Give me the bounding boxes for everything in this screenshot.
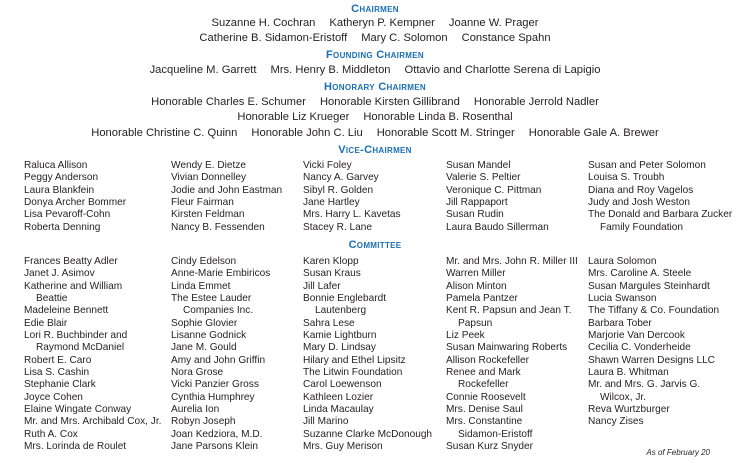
member-name: Jill Lafer bbox=[303, 280, 341, 292]
member-name: Jill Rappaport bbox=[446, 197, 508, 209]
member-name: Shawn Warren Designs LLC bbox=[588, 354, 715, 366]
member-name: The Tiffany & Co. Foundation bbox=[588, 305, 720, 317]
member-name: Louisa S. Troubh bbox=[588, 172, 665, 184]
member-name: The Donald and Barbara Zucker bbox=[588, 209, 733, 221]
member-name-continuation: Raymond McDaniel bbox=[36, 342, 125, 354]
member-name: Vicki Panzier Gross bbox=[171, 379, 259, 391]
honoree-name: Honorable John C. Liu bbox=[251, 127, 363, 139]
member-name: Peggy Anderson bbox=[24, 172, 99, 184]
member-name: Jill Marino bbox=[303, 416, 349, 428]
chairmen-line-1 bbox=[0, 16, 750, 30]
member-name: Edie Blair bbox=[24, 317, 68, 329]
honoree-name: Honorable Liz Krueger bbox=[237, 111, 350, 123]
member-name-continuation: Companies Inc. bbox=[183, 305, 254, 317]
member-name: Laura Solomon bbox=[588, 256, 657, 267]
member-name: Susan and Peter Solomon bbox=[588, 160, 706, 171]
founding-chairmen-heading: Founding Chairmen bbox=[326, 49, 424, 61]
honorary-chairmen-heading: Honorary Chairmen bbox=[324, 81, 426, 93]
honorary-chairmen-line-3 bbox=[0, 126, 750, 140]
honoree-name: Mary C. Solomon bbox=[361, 32, 448, 44]
honoree-name: Mrs. Henry B. Middleton bbox=[270, 64, 391, 76]
member-name: Sophie Glovier bbox=[171, 317, 238, 329]
member-name: Nancy B. Fessenden bbox=[171, 221, 265, 233]
vice-chairmen-column-2 bbox=[171, 160, 282, 234]
member-name-continuation: Lautenberg bbox=[315, 305, 367, 317]
member-name: Katherine and William bbox=[24, 280, 123, 292]
member-name: Jane Parsons Klein bbox=[171, 441, 258, 453]
honorary-chairmen-line-2 bbox=[0, 110, 750, 124]
as-of-date-note: As of February 20 bbox=[646, 448, 710, 457]
member-name: Alison Minton bbox=[446, 280, 507, 292]
honoree-name: Honorable Charles E. Schumer bbox=[151, 96, 306, 108]
member-name: Roberta Denning bbox=[24, 221, 101, 233]
member-name: Renee and Mark bbox=[446, 367, 521, 379]
member-name: Hilary and Ethel Lipsitz bbox=[303, 354, 406, 366]
member-name: Kent R. Papsun and Jean T. bbox=[446, 305, 572, 317]
member-name: The Litwin Foundation bbox=[303, 367, 403, 379]
member-name: Allison Rockefeller bbox=[446, 354, 530, 366]
honoree-name: Honorable Jerrold Nadler bbox=[473, 96, 599, 108]
vice-chairmen-heading: Vice-Chairmen bbox=[338, 144, 412, 156]
member-name: Jane M. Gould bbox=[171, 342, 237, 354]
member-name: Anne-Marie Embiricos bbox=[171, 268, 271, 280]
member-name: Suzanne Clarke McDonough bbox=[303, 428, 433, 440]
honoree-name: Joanne W. Prager bbox=[448, 17, 539, 29]
honoree-name: Jacqueline M. Garrett bbox=[149, 64, 257, 76]
member-name: Diana and Roy Vagelos bbox=[588, 184, 694, 196]
honoree-name: Honorable Gale A. Brewer bbox=[528, 127, 659, 139]
member-name: Reva Wurtzburger bbox=[588, 404, 670, 416]
vice-chairmen-column-4 bbox=[446, 160, 549, 234]
member-name-continuation: Rockefeller bbox=[458, 379, 509, 391]
member-name: Laura B. Whitman bbox=[588, 367, 669, 379]
honoree-name: Constance Spahn bbox=[461, 32, 551, 44]
honoree-name: Honorable Scott M. Stringer bbox=[376, 127, 515, 139]
member-name: Susan Kurz Snyder bbox=[446, 441, 533, 453]
member-name: Susan Mandel bbox=[446, 160, 511, 171]
member-name: Stacey R. Lane bbox=[303, 221, 373, 233]
vice-chairmen-column-1 bbox=[24, 160, 126, 234]
member-name: Elaine Wingate Conway bbox=[24, 404, 132, 416]
chairmen-heading: Chairmen bbox=[351, 3, 399, 15]
member-name: Robert E. Caro bbox=[24, 354, 92, 366]
member-name: Lisanne Godnick bbox=[171, 330, 247, 342]
member-name: Mrs. Denise Saul bbox=[446, 404, 523, 416]
honoree-name: Honorable Linda B. Rosenthal bbox=[363, 111, 513, 123]
member-name: Bonnie Englebardt bbox=[303, 293, 387, 305]
committee-heading: Committee bbox=[348, 239, 402, 251]
member-name: Valerie S. Peltier bbox=[446, 172, 521, 184]
member-name: Susan Mainwaring Roberts bbox=[446, 342, 568, 354]
member-name: Mrs. Guy Merison bbox=[303, 441, 383, 453]
committee-column-3 bbox=[303, 256, 432, 454]
honoree-name: Honorable Kirsten Gillibrand bbox=[319, 96, 460, 108]
member-name: Carol Loewenson bbox=[303, 379, 382, 391]
member-name: Madeleine Bennett bbox=[24, 305, 109, 317]
member-name: Lucia Swanson bbox=[588, 293, 657, 305]
member-name-continuation: Beattie bbox=[36, 293, 68, 305]
member-name: Mr. and Mrs. Archibald Cox, Jr. bbox=[24, 416, 162, 428]
member-name: Mr. and Mrs. John R. Miller III bbox=[446, 256, 578, 267]
member-name: Kirsten Feldman bbox=[171, 209, 245, 221]
member-name: Pamela Pantzer bbox=[446, 293, 518, 305]
committee-column-4 bbox=[446, 256, 578, 454]
member-name: Susan Margules Steinhardt bbox=[588, 280, 710, 292]
member-name: Judy and Josh Weston bbox=[588, 197, 690, 209]
member-name: Cecilia C. Vonderheide bbox=[588, 342, 691, 354]
honoree-name: Suzanne H. Cochran bbox=[211, 17, 316, 29]
member-name: Frances Beatty Adler bbox=[24, 256, 118, 267]
member-name: Joyce Cohen bbox=[24, 391, 83, 403]
member-name: Laura Blankfein bbox=[24, 184, 95, 196]
member-name: Mr. and Mrs. G. Jarvis G. bbox=[588, 379, 701, 391]
vice-chairmen-column-5 bbox=[588, 160, 732, 234]
committee-column-2 bbox=[171, 256, 270, 454]
member-name: Robyn Joseph bbox=[171, 416, 236, 428]
member-name: Barbara Tober bbox=[588, 317, 652, 329]
member-name: Laura Baudo Sillerman bbox=[446, 221, 549, 233]
member-name: Ruth A. Cox bbox=[24, 428, 78, 440]
member-name: Veronique C. Pittman bbox=[446, 184, 542, 196]
member-name: Janet J. Asimov bbox=[24, 268, 95, 280]
vice-chairmen-column-3 bbox=[303, 160, 401, 234]
member-name: Connie Roosevelt bbox=[446, 391, 526, 403]
member-name: Nancy Zises bbox=[588, 416, 644, 428]
member-name: Vicki Foley bbox=[303, 160, 352, 171]
member-name: Warren Miller bbox=[446, 268, 506, 280]
member-name: Mary D. Lindsay bbox=[303, 342, 376, 354]
member-name: Liz Peek bbox=[446, 330, 485, 342]
honoree-name: Katheryn P. Kempner bbox=[329, 17, 435, 29]
member-name-continuation: Papsun bbox=[458, 317, 493, 329]
member-name: Jane Hartley bbox=[303, 197, 360, 209]
member-name: Susan Rudin bbox=[446, 209, 504, 221]
member-name-continuation: Wilcox, Jr. bbox=[600, 391, 646, 403]
founding-chairmen-line-1 bbox=[0, 63, 750, 77]
member-name: Kathleen Lozier bbox=[303, 391, 374, 403]
honoree-name: Catherine B. Sidamon-Eristoff bbox=[199, 32, 348, 44]
member-name: Aurelia Ion bbox=[171, 404, 220, 416]
member-name: Linda Emmet bbox=[171, 280, 231, 292]
committee-column-5 bbox=[588, 256, 719, 429]
honoree-name: Honorable Christine C. Quinn bbox=[91, 127, 238, 139]
member-name-continuation: Sidamon-Eristoff bbox=[458, 428, 533, 440]
member-name-continuation: Family Foundation bbox=[600, 221, 684, 233]
member-name: Cindy Edelson bbox=[171, 256, 237, 267]
member-name: Marjorie Van Dercook bbox=[588, 330, 685, 342]
member-name: Mrs. Lorinda de Roulet bbox=[24, 441, 127, 453]
member-name: Linda Macaulay bbox=[303, 404, 374, 416]
honoree-name: Ottavio and Charlotte Serena di Lapigio bbox=[404, 64, 601, 76]
member-name: Mrs. Caroline A. Steele bbox=[588, 268, 692, 280]
member-name: Fleur Fairman bbox=[171, 197, 234, 209]
member-name: Lori R. Buchbinder and bbox=[24, 330, 128, 342]
member-name: Raluca Allison bbox=[24, 160, 88, 171]
member-name: Joan Kedziora, M.D. bbox=[171, 428, 263, 440]
member-name: Mrs. Harry L. Kavetas bbox=[303, 209, 401, 221]
member-name: Sahra Lese bbox=[303, 317, 355, 329]
honorary-chairmen-line-1 bbox=[0, 95, 750, 109]
member-name: Karen Klopp bbox=[303, 256, 359, 267]
member-name: Nora Grose bbox=[171, 367, 224, 379]
member-name: Jodie and John Eastman bbox=[171, 184, 283, 196]
member-name: Donya Archer Bommer bbox=[24, 197, 127, 209]
member-name: Lisa Pevaroff-Cohn bbox=[24, 209, 111, 221]
member-name: Kamie Lightburn bbox=[303, 330, 377, 342]
member-name: Susan Kraus bbox=[303, 268, 361, 280]
committee-column-1 bbox=[24, 256, 161, 454]
member-name: Mrs. Constantine bbox=[446, 416, 523, 428]
member-name: Wendy E. Dietze bbox=[171, 160, 246, 171]
member-name: Amy and John Griffin bbox=[171, 354, 266, 366]
member-name: Lisa S. Cashin bbox=[24, 367, 90, 379]
member-name: Stephanie Clark bbox=[24, 379, 96, 391]
member-name: The Estee Lauder bbox=[171, 293, 252, 305]
member-name: Vivian Donnelley bbox=[171, 172, 247, 184]
chairmen-line-2 bbox=[0, 31, 750, 45]
member-name: Sibyl R. Golden bbox=[303, 184, 374, 196]
member-name: Cynthia Humphrey bbox=[171, 391, 255, 403]
member-name: Nancy A. Garvey bbox=[303, 172, 379, 184]
